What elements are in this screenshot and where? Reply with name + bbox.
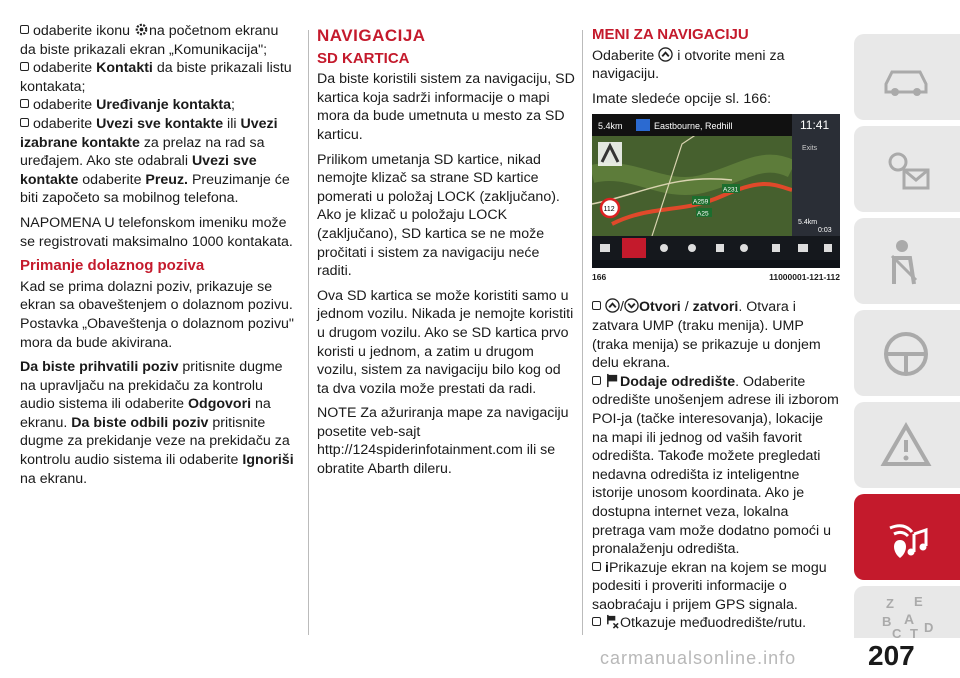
section-heading: MENI ZA NAVIGACIJU (592, 26, 749, 43)
svg-text:B: B (882, 614, 892, 629)
bullet-item: odaberite Uvezi sve kontakte ili Uvezi izabrane kontakte za prelaz na rad sa uređajem. Ako ste odabrali Uvezi sve kontakte odaberite Preuz. Preuzimanje će biti započeto sa mobilnog telefona. (20, 115, 290, 207)
alphabet-index-icon (880, 594, 940, 638)
svg-text:E: E (914, 594, 923, 609)
chapter-tab-car[interactable] (854, 34, 960, 120)
bullet-item: odaberite ikonu na početnom ekranu da biste prikazali ekran „Komunikacija"; (20, 23, 279, 58)
paragraph: Imate sledeće opcije sl. 166: (592, 90, 772, 107)
chapter-tab-driving[interactable] (854, 310, 960, 396)
chevron-down-icon (624, 298, 639, 313)
bullet-item: odaberite Uređivanje kontakta; (20, 96, 298, 115)
figure-code: 11000001-121-112 (769, 271, 840, 282)
navigation-screen-figure (592, 114, 840, 280)
figure-caption (592, 268, 840, 287)
watermark: carmanualsonline.info (600, 648, 797, 668)
flag-icon (605, 373, 620, 388)
svg-text:5.4km: 5.4km (798, 219, 818, 227)
warning-triangle-icon (880, 420, 932, 472)
column-divider (582, 30, 583, 635)
bullet-item: Otkazuje međuodredište/rutu. (592, 614, 840, 633)
paragraph: Prilikom umetanja SD kartice, nikad nemojte klizač sa strane SD kartice pomerati u položaj LOCK (zaključano). Ako je klizač u položaju LOCK (zaključano), SD kartica se ne može pročitati i sistem za navigaciju neće raditi. (317, 151, 560, 280)
column-divider (308, 30, 309, 635)
section-title: NAVIGACIJA (317, 26, 426, 45)
chevron-up-icon (605, 298, 620, 313)
bullet-item: odaberite Kontakti da biste prikazali listu kontakata; (20, 60, 292, 95)
clock-label: 11:41 (800, 118, 830, 133)
svg-text:D: D (924, 620, 934, 635)
bullet-icon (20, 118, 29, 127)
bullet-icon (20, 25, 29, 34)
svg-text:A259: A259 (693, 198, 709, 206)
paragraph: Odaberite i otvorite meni za navigaciju. (592, 47, 785, 83)
chevron-up-icon (658, 47, 673, 62)
bullet-icon (592, 617, 601, 626)
paragraph: Da biste prihvatili poziv pritisnite dugme na upravljaču na prekidaču za kontrolu audio sistema ili odaberite Odgovori na ekranu. Da biste odbili poziv pritisnite dugme za prekidanje veze na prekidaču za kontrolu audio sistema ili odaberite Ignoriši na ekranu. (20, 359, 294, 487)
bullet-item: iPrikazuje ekran na kojem se mogu podesiti i proveriti informacije o saobraćaju i prijem GPS signala. (592, 559, 827, 613)
bullet-icon (592, 301, 601, 310)
paragraph: Da biste koristili sistem za navigaciju, SD kartica koja sadrži informacije o mapi mora da bude umetnuta u mesto za SD karticu. (317, 71, 575, 143)
chapter-tab-safety[interactable] (854, 218, 960, 304)
bullet-icon (592, 376, 601, 385)
column-left (20, 22, 298, 494)
column-right (592, 22, 840, 639)
svg-text:A: A (904, 611, 915, 627)
distance-label: 5.4km (598, 121, 623, 132)
note-paragraph: NAPOMENA U telefonskom imeniku može se registrovati maksimalno 1000 kontakata. (20, 214, 293, 250)
multimedia-icon (880, 512, 932, 564)
bullet-icon (20, 62, 29, 71)
page-number: 207 (868, 640, 915, 671)
paragraph: Kad se prima dolazni poziv, prikazuje se ekran sa obaveštenjem o dolaznom pozivu. Postavka „Obaveštenja o dolaznom pozivu" mora da bude akivirana. (20, 278, 294, 351)
chapter-tab-emergency[interactable] (854, 402, 960, 488)
section-heading: Primanje dolaznog poziva (20, 257, 205, 275)
paragraph: Ova SD kartica se može koristiti samo u jednom vozilu. Nikada je nemojte koristiti u drugom vozilu. Ako se SD kartica prvo koristi u jednom, a zatim u drugom vozilu, sistem za navigaciju bilo kog od ta dva vozila može prestati da radi. (317, 287, 574, 397)
svg-text:C: C (892, 626, 902, 638)
road-label: Eastbourne, Redhill (654, 121, 733, 132)
svg-text:Z: Z (886, 596, 894, 611)
speed-limit-label: 112 (603, 206, 615, 214)
svg-text:A25: A25 (697, 210, 709, 218)
paragraph: NOTE Za ažuriranja mape za navigaciju posetite veb-sajt http://124spiderinfotainment.com ili se obratite Abarth dileru. (317, 405, 569, 478)
svg-text:0:03: 0:03 (818, 227, 832, 235)
bullet-icon (592, 562, 601, 571)
gear-icon (134, 22, 149, 37)
chapter-tab-warnings[interactable] (854, 126, 960, 212)
flag-cancel-icon (605, 614, 620, 629)
column-middle (317, 22, 575, 485)
chapter-tab-multimedia[interactable] (854, 494, 960, 580)
car-icon (880, 52, 932, 104)
seatbelt-icon (880, 236, 932, 288)
section-heading: SD KARTICA (317, 49, 410, 67)
figure-number: 166 (592, 271, 607, 282)
exits-label: Exits (802, 145, 818, 153)
bullet-item: / Otvori / zatvori. Otvara i zatvara UMP (traku menija). UMP (traka menija) se prikazuje u donjem delu ekrana. (592, 299, 821, 372)
warning-light-icon (880, 144, 932, 196)
svg-text:T: T (910, 626, 918, 638)
chapter-tab-index[interactable] (854, 586, 960, 638)
steering-wheel-icon (880, 328, 932, 380)
bullet-icon (20, 99, 29, 108)
map-screenshot (592, 114, 840, 260)
svg-text:A231: A231 (723, 186, 739, 194)
bullet-item: Dodaje odredište. Odaberite odredište unošenjem adrese ili izborom POI-ja (tačke interesovanja), lokacije na mapi ili jednog od vaših favorit odredišta. Takođe možete pregledati nedavna odredišta iz inteligentne istorije unosom koordinata. Ako je dostupna internet veza, lokalna pretraga vam može dodatno pomoći u pronalaženju odredišta. (592, 373, 839, 558)
